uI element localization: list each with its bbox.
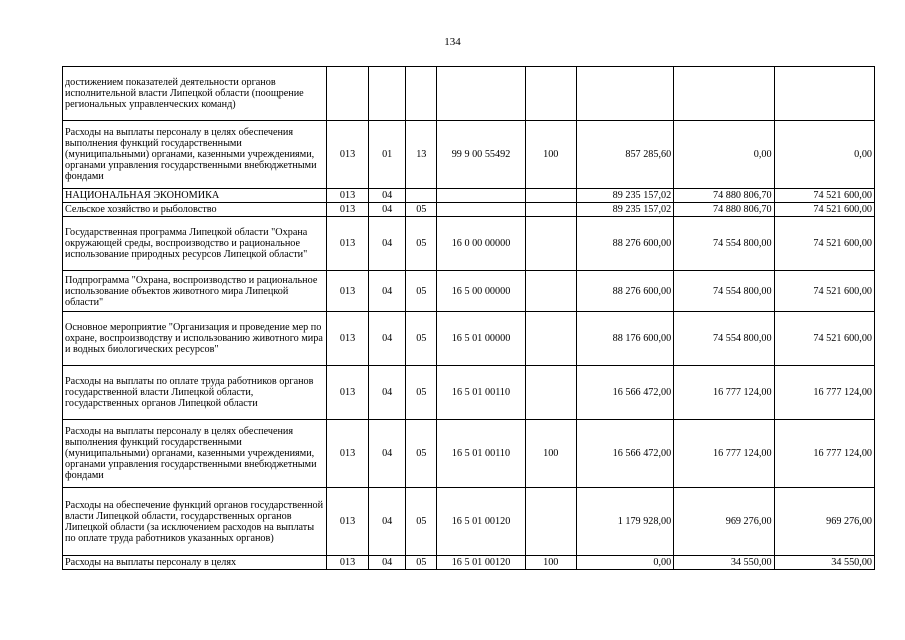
expense-type-cell bbox=[525, 271, 576, 312]
budget-table bbox=[62, 66, 875, 570]
subsection-code-cell bbox=[406, 189, 437, 203]
amount-3-cell: 16 777 124,00 bbox=[774, 420, 874, 488]
amount-1-cell: 857 285,60 bbox=[576, 121, 673, 189]
target-article-cell bbox=[437, 67, 525, 121]
target-article-cell bbox=[437, 189, 525, 203]
amount-1-cell: 0,00 bbox=[576, 556, 673, 570]
amount-3-cell: 74 521 600,00 bbox=[774, 217, 874, 271]
table-row bbox=[63, 271, 875, 312]
amount-3-cell: 74 521 600,00 bbox=[774, 271, 874, 312]
table-body bbox=[63, 67, 875, 570]
amount-2-cell: 969 276,00 bbox=[674, 488, 774, 556]
expense-type-cell bbox=[525, 488, 576, 556]
amount-1-cell: 89 235 157,02 bbox=[576, 203, 673, 217]
table-row bbox=[63, 189, 875, 203]
table-row bbox=[63, 67, 875, 121]
amount-2-cell: 74 880 806,70 bbox=[674, 203, 774, 217]
ministry-code-cell: 013 bbox=[326, 189, 368, 203]
section-code-cell: 04 bbox=[369, 217, 406, 271]
row-name-cell: НАЦИОНАЛЬНАЯ ЭКОНОМИКА bbox=[63, 189, 327, 203]
amount-1-cell: 16 566 472,00 bbox=[576, 420, 673, 488]
amount-2-cell: 16 777 124,00 bbox=[674, 420, 774, 488]
row-name-cell: Расходы на выплаты персоналу в целях bbox=[63, 556, 327, 570]
section-code-cell: 04 bbox=[369, 420, 406, 488]
ministry-code-cell: 013 bbox=[326, 420, 368, 488]
row-name-cell: Основное мероприятие "Организация и проведение мер по охране, воспроизводству и использованию животного мира и водных биологических ресурсов" bbox=[63, 312, 327, 366]
ministry-code-cell: 013 bbox=[326, 121, 368, 189]
amount-1-cell: 1 179 928,00 bbox=[576, 488, 673, 556]
section-code-cell bbox=[369, 67, 406, 121]
expense-type-cell: 100 bbox=[525, 121, 576, 189]
table-row bbox=[63, 121, 875, 189]
row-name-cell: Расходы на выплаты персоналу в целях обеспечения выполнения функций государственными (муниципальными) органами, казенными учреждениями, органами управления государственными внебюджетными фондами bbox=[63, 420, 327, 488]
target-article-cell: 16 0 00 00000 bbox=[437, 217, 525, 271]
amount-2-cell bbox=[674, 67, 774, 121]
amount-1-cell: 88 276 600,00 bbox=[576, 217, 673, 271]
target-article-cell: 16 5 00 00000 bbox=[437, 271, 525, 312]
ministry-code-cell: 013 bbox=[326, 488, 368, 556]
ministry-code-cell bbox=[326, 67, 368, 121]
subsection-code-cell bbox=[406, 67, 437, 121]
section-code-cell: 04 bbox=[369, 488, 406, 556]
ministry-code-cell: 013 bbox=[326, 271, 368, 312]
section-code-cell: 04 bbox=[369, 189, 406, 203]
expense-type-cell: 100 bbox=[525, 556, 576, 570]
expense-type-cell bbox=[525, 67, 576, 121]
row-name-cell: Государственная программа Липецкой области "Охрана окружающей среды, воспроизводство и рациональное использование природных ресурсов Липецкой области" bbox=[63, 217, 327, 271]
table-row bbox=[63, 556, 875, 570]
amount-2-cell: 74 554 800,00 bbox=[674, 217, 774, 271]
row-name-cell: Расходы на выплаты по оплате труда работников органов государственной власти Липецкой области, государственных органов Липецкой области bbox=[63, 366, 327, 420]
target-article-cell: 99 9 00 55492 bbox=[437, 121, 525, 189]
row-name-cell: достижением показателей деятельности органов исполнительной власти Липецкой области (поощрение региональных управленческих команд) bbox=[63, 67, 327, 121]
ministry-code-cell: 013 bbox=[326, 203, 368, 217]
target-article-cell: 16 5 01 00120 bbox=[437, 556, 525, 570]
table-row bbox=[63, 420, 875, 488]
target-article-cell: 16 5 01 00110 bbox=[437, 366, 525, 420]
amount-3-cell bbox=[774, 67, 874, 121]
expense-type-cell bbox=[525, 217, 576, 271]
subsection-code-cell: 05 bbox=[406, 271, 437, 312]
subsection-code-cell: 13 bbox=[406, 121, 437, 189]
amount-2-cell: 74 880 806,70 bbox=[674, 189, 774, 203]
row-name-cell: Сельское хозяйство и рыболовство bbox=[63, 203, 327, 217]
amount-3-cell: 16 777 124,00 bbox=[774, 366, 874, 420]
subsection-code-cell: 05 bbox=[406, 217, 437, 271]
section-code-cell: 04 bbox=[369, 366, 406, 420]
subsection-code-cell: 05 bbox=[406, 556, 437, 570]
amount-3-cell: 0,00 bbox=[774, 121, 874, 189]
table-row bbox=[63, 366, 875, 420]
expense-type-cell bbox=[525, 312, 576, 366]
row-name-cell: Подпрограмма "Охрана, воспроизводство и рациональное использование объектов животного мира Липецкой области" bbox=[63, 271, 327, 312]
target-article-cell: 16 5 01 00110 bbox=[437, 420, 525, 488]
ministry-code-cell: 013 bbox=[326, 366, 368, 420]
amount-3-cell: 74 521 600,00 bbox=[774, 189, 874, 203]
amount-3-cell: 74 521 600,00 bbox=[774, 203, 874, 217]
section-code-cell: 04 bbox=[369, 556, 406, 570]
table-row bbox=[63, 203, 875, 217]
page-number: 134 bbox=[444, 36, 461, 48]
table-row bbox=[63, 217, 875, 271]
amount-2-cell: 74 554 800,00 bbox=[674, 271, 774, 312]
target-article-cell: 16 5 01 00000 bbox=[437, 312, 525, 366]
subsection-code-cell: 05 bbox=[406, 312, 437, 366]
section-code-cell: 04 bbox=[369, 312, 406, 366]
row-name-cell: Расходы на обеспечение функций органов государственной власти Липецкой области, государственных органов Липецкой области (за исключением расходов на выплаты по оплате труда работников указанных органов) bbox=[63, 488, 327, 556]
target-article-cell: 16 5 01 00120 bbox=[437, 488, 525, 556]
amount-2-cell: 0,00 bbox=[674, 121, 774, 189]
expense-type-cell: 100 bbox=[525, 420, 576, 488]
amount-3-cell: 969 276,00 bbox=[774, 488, 874, 556]
amount-1-cell bbox=[576, 67, 673, 121]
ministry-code-cell: 013 bbox=[326, 556, 368, 570]
subsection-code-cell: 05 bbox=[406, 203, 437, 217]
row-name-cell: Расходы на выплаты персоналу в целях обеспечения выполнения функций государственными (муниципальными) органами, казенными учреждениями, органами управления государственными внебюджетными фондами bbox=[63, 121, 327, 189]
amount-3-cell: 74 521 600,00 bbox=[774, 312, 874, 366]
section-code-cell: 04 bbox=[369, 203, 406, 217]
amount-2-cell: 16 777 124,00 bbox=[674, 366, 774, 420]
ministry-code-cell: 013 bbox=[326, 312, 368, 366]
table-row bbox=[63, 488, 875, 556]
amount-2-cell: 34 550,00 bbox=[674, 556, 774, 570]
amount-1-cell: 16 566 472,00 bbox=[576, 366, 673, 420]
section-code-cell: 04 bbox=[369, 271, 406, 312]
amount-1-cell: 89 235 157,02 bbox=[576, 189, 673, 203]
subsection-code-cell: 05 bbox=[406, 488, 437, 556]
subsection-code-cell: 05 bbox=[406, 420, 437, 488]
amount-2-cell: 74 554 800,00 bbox=[674, 312, 774, 366]
target-article-cell bbox=[437, 203, 525, 217]
amount-1-cell: 88 176 600,00 bbox=[576, 312, 673, 366]
expense-type-cell bbox=[525, 366, 576, 420]
ministry-code-cell: 013 bbox=[326, 217, 368, 271]
expense-type-cell bbox=[525, 189, 576, 203]
table-row bbox=[63, 312, 875, 366]
section-code-cell: 01 bbox=[369, 121, 406, 189]
expense-type-cell bbox=[525, 203, 576, 217]
amount-3-cell: 34 550,00 bbox=[774, 556, 874, 570]
subsection-code-cell: 05 bbox=[406, 366, 437, 420]
amount-1-cell: 88 276 600,00 bbox=[576, 271, 673, 312]
